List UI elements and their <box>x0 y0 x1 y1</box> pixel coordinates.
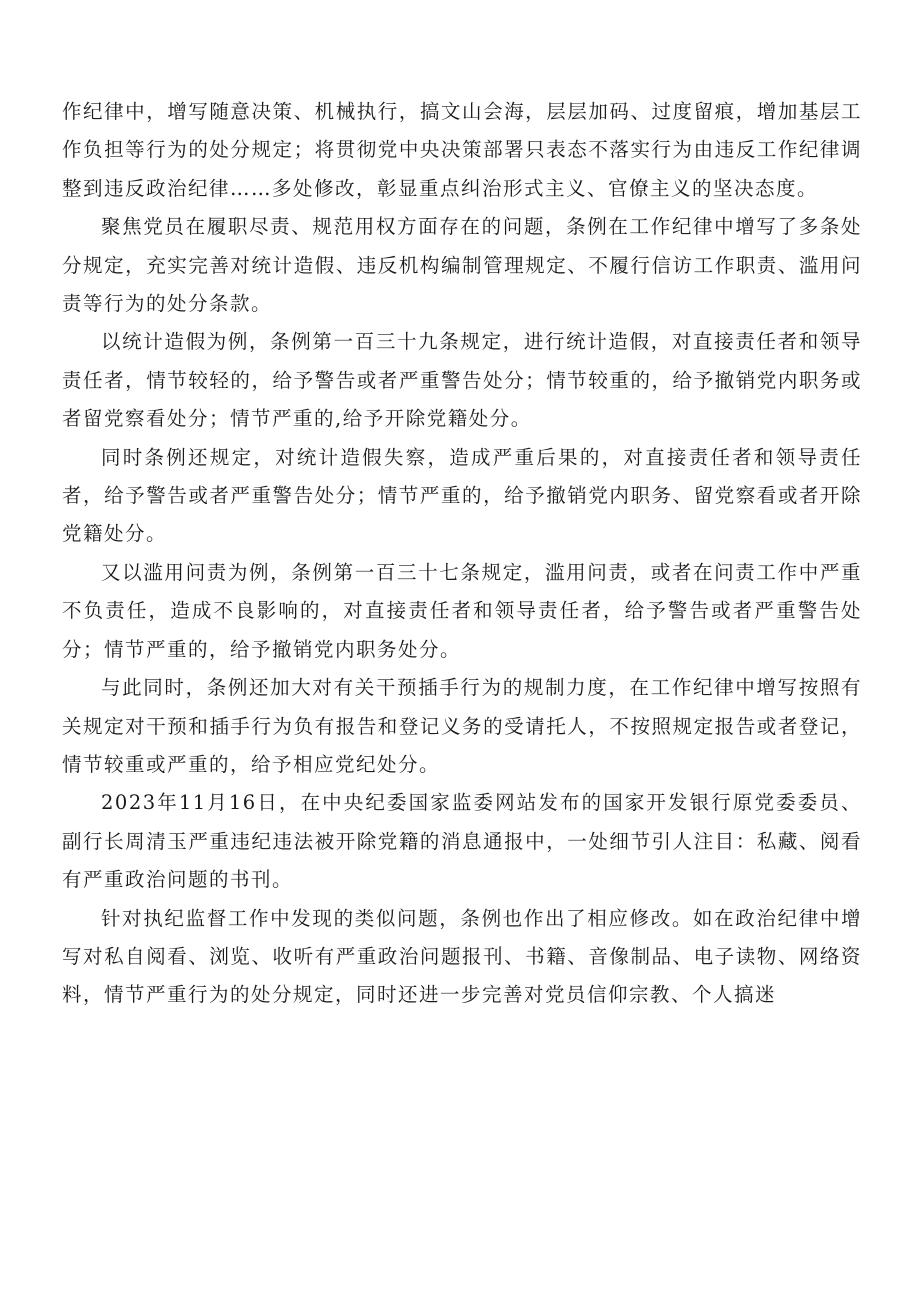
paragraph-1: 作纪律中，增写随意决策、机械执行，搞文山会海，层层加码、过度留痕，增加基层工作负担等行为的处分规定；将贯彻党中央决策部署只表态不落实行为由违反工作纪律调整到违反政治纪律……多处修改，彰显重点纠治形式主义、官僚主义的坚决态度。 <box>62 100 862 200</box>
paragraph-8: 针对执纪监督工作中发现的类似问题，条例也作出了相应修改。如在政治纪律中增写对私自阅看、浏览、收听有严重政治问题报刊、书籍、音像制品、电子读物、网络资料，情节严重行为的处分规定，同时还进一步完善对党员信仰宗教、个人搞迷 <box>62 906 862 1007</box>
document-body <box>62 93 862 1015</box>
paragraph-6: 与此同时，条例还加大对有关干预插手行为的规制力度，在工作纪律中增写按照有关规定对干预和插手行为负有报告和登记义务的受请托人，不按照规定报告或者登记，情节较重或严重的，给予相应党纪处分。 <box>62 676 862 776</box>
paragraph-3: 以统计造假为例，条例第一百三十九条规定，进行统计造假，对直接责任者和领导责任者，情节较轻的，给予警告或者严重警告处分；情节较重的，给予撤销党内职务或者留党察看处分；情节严重的,给予开除党籍处分。 <box>62 330 862 431</box>
paragraph-5: 又以滥用问责为例，条例第一百三十七条规定，滥用问责，或者在问责工作中严重不负责任，造成不良影响的，对直接责任者和领导责任者，给予警告或者严重警告处分；情节严重的，给予撤销党内职务处分。 <box>62 560 862 661</box>
paragraph-7: 2023年11月16日，在中央纪委国家监委网站发布的国家开发银行原党委委员、副行长周清玉严重违纪违法被开除党籍的消息通报中，一处细节引人注目：私藏、阅看有严重政治问题的书刊。 <box>62 791 862 892</box>
paragraph-4: 同时条例还规定，对统计造假失察，造成严重后果的，对直接责任者和领导责任者，给予警告或者严重警告处分；情节严重的，给予撤销党内职务、留党察看或者开除党籍处分。 <box>62 445 862 546</box>
paragraph-2: 聚焦党员在履职尽责、规范用权方面存在的问题，条例在工作纪律中增写了多条处分规定，充实完善对统计造假、违反机构编制管理规定、不履行信访工作职责、滥用问责等行为的处分条款。 <box>62 215 862 316</box>
